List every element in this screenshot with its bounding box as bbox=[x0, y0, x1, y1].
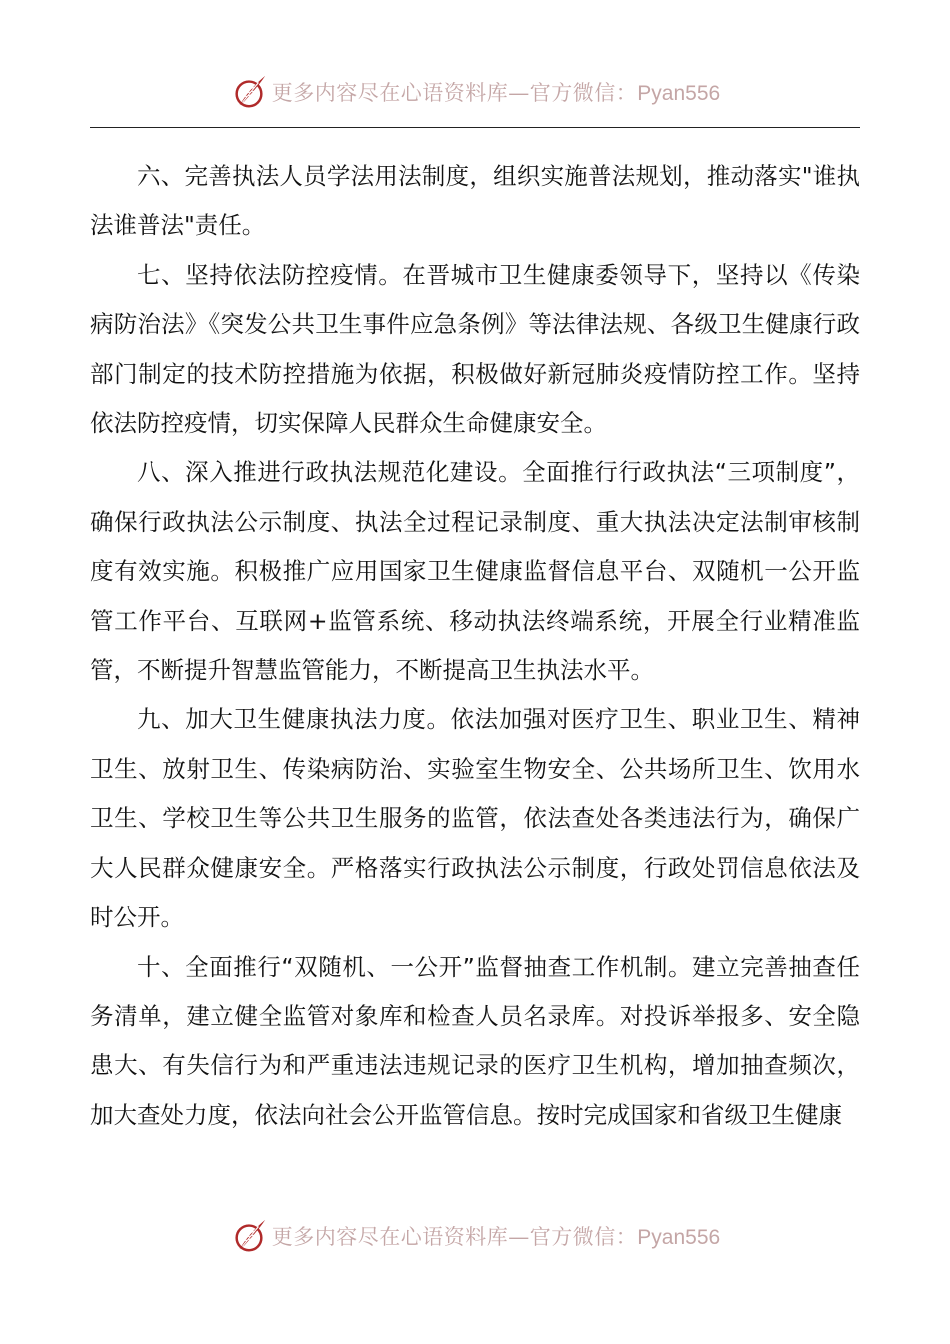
footer-banner-id: Pyan556 bbox=[637, 1226, 721, 1249]
header-divider bbox=[90, 127, 860, 128]
header-banner bbox=[0, 70, 950, 114]
header-banner-label: 更多内容尽在心语资料库—官方微信： bbox=[271, 81, 638, 105]
paragraph-9: 九、加大卫生健康执法力度。依法加强对医疗卫生、职业卫生、精神卫生、放射卫生、传染病防治、实验室生物安全、公共场所卫生、饮用水卫生、学校卫生等公共卫生服务的监管，依法查处各类违法行为，确保广大人民群众健康安全。严格落实行政执法公示制度，行政处罚信息依法及时公开。 bbox=[90, 705, 860, 932]
footer-banner-label: 更多内容尽在心语资料库—官方微信： bbox=[271, 1225, 638, 1249]
paragraph-7: 七、坚持依法防控疫情。在晋城市卫生健康委领导下，坚持以《传染病防治法》《突发公共卫生事件应急条例》等法律法规、各级卫生健康行政部门制定的技术防控措施为依据，积极做好新冠肺炎疫情防控工作。坚持依法防控疫情，切实保障人民群众生命健康安全。 bbox=[90, 260, 860, 438]
feather-pen-icon bbox=[230, 73, 268, 111]
footer-banner-text bbox=[272, 1221, 720, 1251]
footer-banner bbox=[0, 1214, 950, 1258]
document-body bbox=[90, 152, 860, 1140]
paragraph-10: 十、全面推行“双随机、一公开”监督抽查工作机制。建立完善抽查任务清单，建立健全监管对象库和检查人员名录库。对投诉举报多、安全隐患大、有失信行为和严重违法违规记录的医疗卫生机构，增加抽查频次，加大查处力度，依法向社会公开监管信息。按时完成国家和省级卫生健康 bbox=[90, 952, 860, 1129]
feather-pen-icon bbox=[230, 1217, 268, 1255]
paragraph-8: 八、深入推进行政执法规范化建设。全面推行行政执法“三项制度”，确保行政执法公示制度、执法全过程记录制度、重大执法决定法制审核制度有效实施。积极推广应用国家卫生健康监督信息平台、双随机一公开监管工作平台、互联网+监管系统、移动执法终端系统，开展全行业精准监管，不断提升智慧监管能力，不断提高卫生执法水平。 bbox=[90, 458, 860, 685]
header-banner-id: Pyan556 bbox=[637, 82, 721, 105]
paragraph-6: 六、完善执法人员学法用法制度，组织实施普法规划，推动落实"谁执法谁普法"责任。 bbox=[90, 162, 860, 240]
header-banner-text bbox=[272, 77, 720, 107]
